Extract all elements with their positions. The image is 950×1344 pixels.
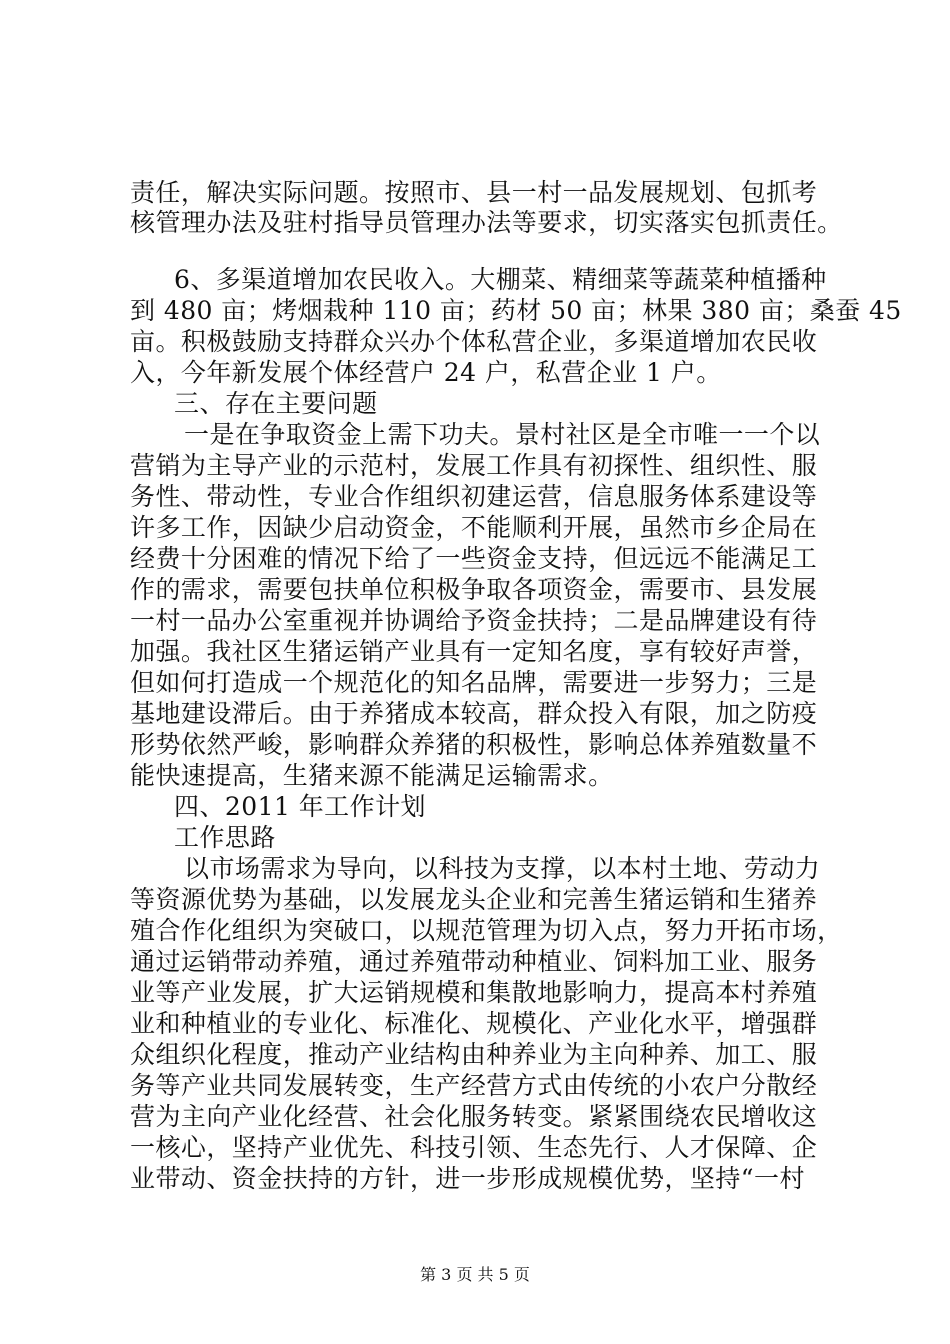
text-line: 6、多渠道增加农民收入。大棚菜、精细菜等蔬菜种植播种: [174, 265, 827, 294]
text-line: 业等产业发展，扩大运销规模和集散地影响力，提高本村养殖: [130, 978, 818, 1007]
text-line: 作的需求，需要包扶单位积极争取各项资金，需要市、县发展: [130, 575, 818, 604]
text-line: 基地建设滞后。由于养猪成本较高，群众投入有限，加之防疫: [130, 699, 818, 728]
text-line: 三、存在主要问题: [174, 389, 378, 418]
text-line: 核管理办法及驻村指导员管理办法等要求，切实落实包抓责任。: [130, 208, 843, 237]
text-line: 业带动、资金扶持的方针，进一步形成规模优势，坚持“一村: [130, 1164, 805, 1193]
text-line: 一村一品办公室重视并协调给予资金扶持；二是品牌建设有待: [130, 606, 818, 635]
text-line: 营销为主导产业的示范村，发展工作具有初探性、组织性、服: [130, 451, 818, 480]
text-line: 以市场需求为导向，以科技为支撑，以本村土地、劳动力: [184, 854, 821, 883]
text-line: 亩。积极鼓励支持群众兴办个体私营企业，多渠道增加农民收: [130, 327, 818, 356]
text-line: 加强。我社区生猪运销产业具有一定知名度，享有较好声誉，: [130, 637, 818, 666]
text-line: 责任，解决实际问题。按照市、县一村一品发展规划、包抓考: [130, 178, 818, 207]
text-line: 四、2011 年工作计划: [174, 792, 426, 821]
text-line: 能快速提高，生猪来源不能满足运输需求。: [130, 761, 614, 790]
text-line: 形势依然严峻，影响群众养猪的积极性，影响总体养殖数量不: [130, 730, 818, 759]
text-line: 务性、带动性，专业合作组织初建运营，信息服务体系建设等: [130, 482, 818, 511]
text-line: 通过运销带动养殖，通过养殖带动种植业、饲料加工业、服务: [130, 947, 818, 976]
text-line: 但如何打造成一个规范化的知名品牌，需要进一步努力；三是: [130, 668, 818, 697]
page-footer: 第 3 页 共 5 页: [420, 1265, 530, 1284]
text-line: 务等产业共同发展转变，生产经营方式由传统的小农户分散经: [130, 1071, 818, 1100]
text-line: 工作思路: [174, 823, 276, 852]
text-line: 一核心，坚持产业优先、科技引领、生态先行、人才保障、企: [130, 1133, 818, 1162]
text-line: 入，今年新发展个体经营户 24 户，私营企业 1 户。: [130, 358, 722, 387]
text-line: 经费十分困难的情况下给了一些资金支持，但远远不能满足工: [130, 544, 818, 573]
text-line: 殖合作化组织为突破口，以规范管理为切入点，努力开拓市场，: [130, 916, 843, 945]
text-line: 业和种植业的专业化、标准化、规模化、产业化水平，增强群: [130, 1009, 818, 1038]
text-line: 到 480 亩；烤烟栽种 110 亩；药材 50 亩；林果 380 亩；桑蚕 45: [130, 296, 902, 325]
text-line: 一是在争取资金上需下功夫。景村社区是全市唯一一个以: [184, 420, 821, 449]
text-line: 许多工作，因缺少启动资金，不能顺利开展，虽然市乡企局在: [130, 513, 818, 542]
text-line: 等资源优势为基础，以发展龙头企业和完善生猪运销和生猪养: [130, 885, 818, 914]
text-line: 营为主向产业化经营、社会化服务转变。紧紧围绕农民增收这: [130, 1102, 818, 1131]
text-line: 众组织化程度，推动产业结构由种养业为主向种养、加工、服: [130, 1040, 818, 1069]
